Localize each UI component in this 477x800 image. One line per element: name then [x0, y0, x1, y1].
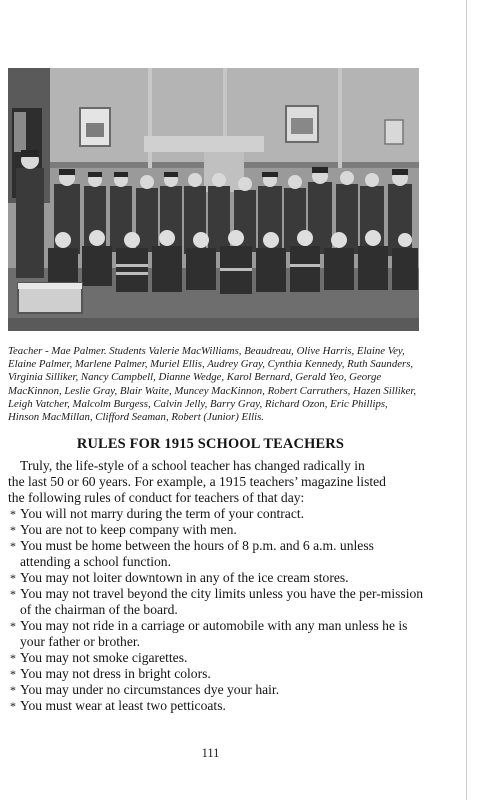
rule-text: You must be home between the hours of 8 p.m. and 6 a.m. unless attending a school function. — [20, 538, 374, 569]
rule-item — [8, 666, 426, 682]
rule-text: You may not loiter downtown in any of the ice cream stores. — [20, 570, 349, 585]
bullet-star-icon: * — [10, 667, 16, 681]
rule-text: You may not travel beyond the city limits unless you have the per-mission of the chairman of the board. — [20, 586, 424, 617]
bullet-star-icon: * — [10, 571, 16, 585]
rule-item — [8, 682, 426, 698]
bullet-star-icon: * — [10, 507, 16, 521]
rule-text: You will not marry during the term of your contract. — [20, 506, 305, 521]
bullet-star-icon: * — [10, 539, 16, 553]
rule-text: You may under no circumstances dye your hair. — [20, 682, 280, 697]
bullet-star-icon: * — [10, 587, 16, 601]
rule-text: You may not ride in a carriage or automobile with any man unless he is your father or brother. — [20, 618, 408, 649]
section-heading: RULES FOR 1915 SCHOOL TEACHERS — [76, 436, 345, 452]
class-photo — [8, 68, 419, 331]
rule-item — [8, 586, 426, 618]
rule-text: You may not dress in bright colors. — [20, 666, 211, 681]
rules-list — [8, 506, 426, 714]
intro-line: Truly, the life-style of a school teacher has changed radically in — [20, 458, 365, 473]
bullet-star-icon: * — [10, 619, 16, 633]
bullet-star-icon: * — [10, 523, 16, 537]
intro-paragraph — [8, 458, 420, 506]
class-photo-image — [8, 68, 419, 331]
rule-item — [8, 698, 426, 714]
rule-item — [8, 506, 426, 522]
rule-item — [8, 570, 426, 586]
rule-item — [8, 650, 426, 666]
rule-item — [8, 618, 426, 650]
bullet-star-icon: * — [10, 683, 16, 697]
rule-item — [8, 538, 426, 570]
intro-line: the last 50 or 60 years. For example, a 1915 teachers’ magazine listed — [8, 474, 386, 489]
page-edge-divider — [466, 0, 467, 800]
photo-caption: Teacher - Mae Palmer. Students Valerie MacWilliams, Beaudreau, Olive Harris, Elaine Vey, Elaine Palmer, Marlene Palmer, Muriel Ellis, Audrey Gray, Cynthia Kennedy, Ruth Saunders, Virginia Silliker, Nancy Campbell, Dianne Wedge, Karol Bernard, Gerald Yeo, George MacKinnon, Leslie Gray, Blair Waite, Muncey MacKinnon, Robert Carruthers, Hazen Silliker, Leigh Vatcher, Malcolm Burgess, Calvin Jelly, Barry Gray, Richard Ozon, Eric Phillips, Hinson MacMillan, Clifford Seaman, Robert (Junior) Ellis. — [8, 345, 417, 424]
rule-item — [8, 522, 426, 538]
intro-line: the following rules of conduct for teachers of that day: — [8, 490, 305, 505]
bullet-star-icon: * — [10, 699, 16, 713]
page-number: 111 — [201, 746, 220, 760]
bullet-star-icon: * — [10, 651, 16, 665]
rule-text: You are not to keep company with men. — [20, 522, 237, 537]
rule-text: You must wear at least two petticoats. — [20, 698, 226, 713]
rule-text: You may not smoke cigarettes. — [20, 650, 188, 665]
